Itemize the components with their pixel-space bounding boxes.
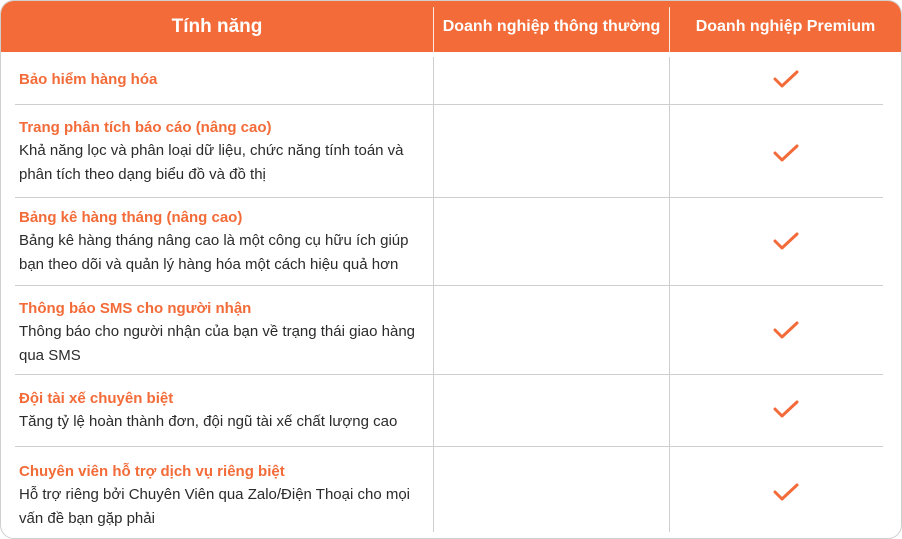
feature-title: Trang phân tích báo cáo (nâng cao): [19, 119, 272, 136]
feature-title: Chuyên viên hỗ trợ dịch vụ riêng biệt: [19, 463, 285, 480]
check-icon: [772, 398, 800, 420]
row-divider: [15, 104, 883, 105]
check-icon: [772, 68, 800, 90]
row-divider: [15, 446, 883, 447]
feature-description: Thông báo cho người nhận của bạn về trạng thái giao hàng qua SMS: [19, 323, 416, 364]
column-divider: [669, 57, 670, 532]
row-divider: [15, 197, 883, 198]
feature-description: Hỗ trợ riêng bởi Chuyên Viên qua Zalo/Điện Thoại cho mọi vấn đề bạn gặp phải: [19, 486, 410, 527]
feature-description: Tăng tỷ lệ hoàn thành đơn, đội ngũ tài xế chất lượng cao: [19, 413, 398, 430]
table-row: [19, 388, 424, 434]
header-standard: Doanh nghiệp thông thường: [442, 17, 661, 35]
header-feature: Tính năng: [171, 15, 263, 37]
table-row: [19, 117, 424, 187]
table-header: [1, 1, 901, 52]
row-divider: [15, 285, 883, 286]
feature-title: Đội tài xế chuyên biệt: [19, 390, 174, 407]
table-row: [19, 461, 424, 531]
table-row: [19, 298, 424, 368]
feature-title: Bảo hiểm hàng hóa: [19, 71, 158, 88]
table-row: [19, 207, 424, 277]
check-icon: [772, 142, 800, 164]
row-divider: [15, 374, 883, 375]
table-row: [19, 69, 424, 91]
check-icon: [772, 481, 800, 503]
feature-title: Bảng kê hàng tháng (nâng cao): [19, 209, 243, 226]
feature-description: Khả năng lọc và phân loại dữ liệu, chức năng tính toán và phân tích theo dạng biểu đồ và đồ thị: [19, 142, 404, 183]
feature-description: Bảng kê hàng tháng nâng cao là một công cụ hữu ích giúp bạn theo dõi và quản lý hàng hóa một cách hiệu quả hơn: [19, 232, 409, 273]
header-premium: Doanh nghiệp Premium: [695, 17, 876, 35]
check-icon: [772, 230, 800, 252]
check-icon: [772, 319, 800, 341]
column-divider: [433, 57, 434, 532]
feature-title: Thông báo SMS cho người nhận: [19, 300, 252, 317]
